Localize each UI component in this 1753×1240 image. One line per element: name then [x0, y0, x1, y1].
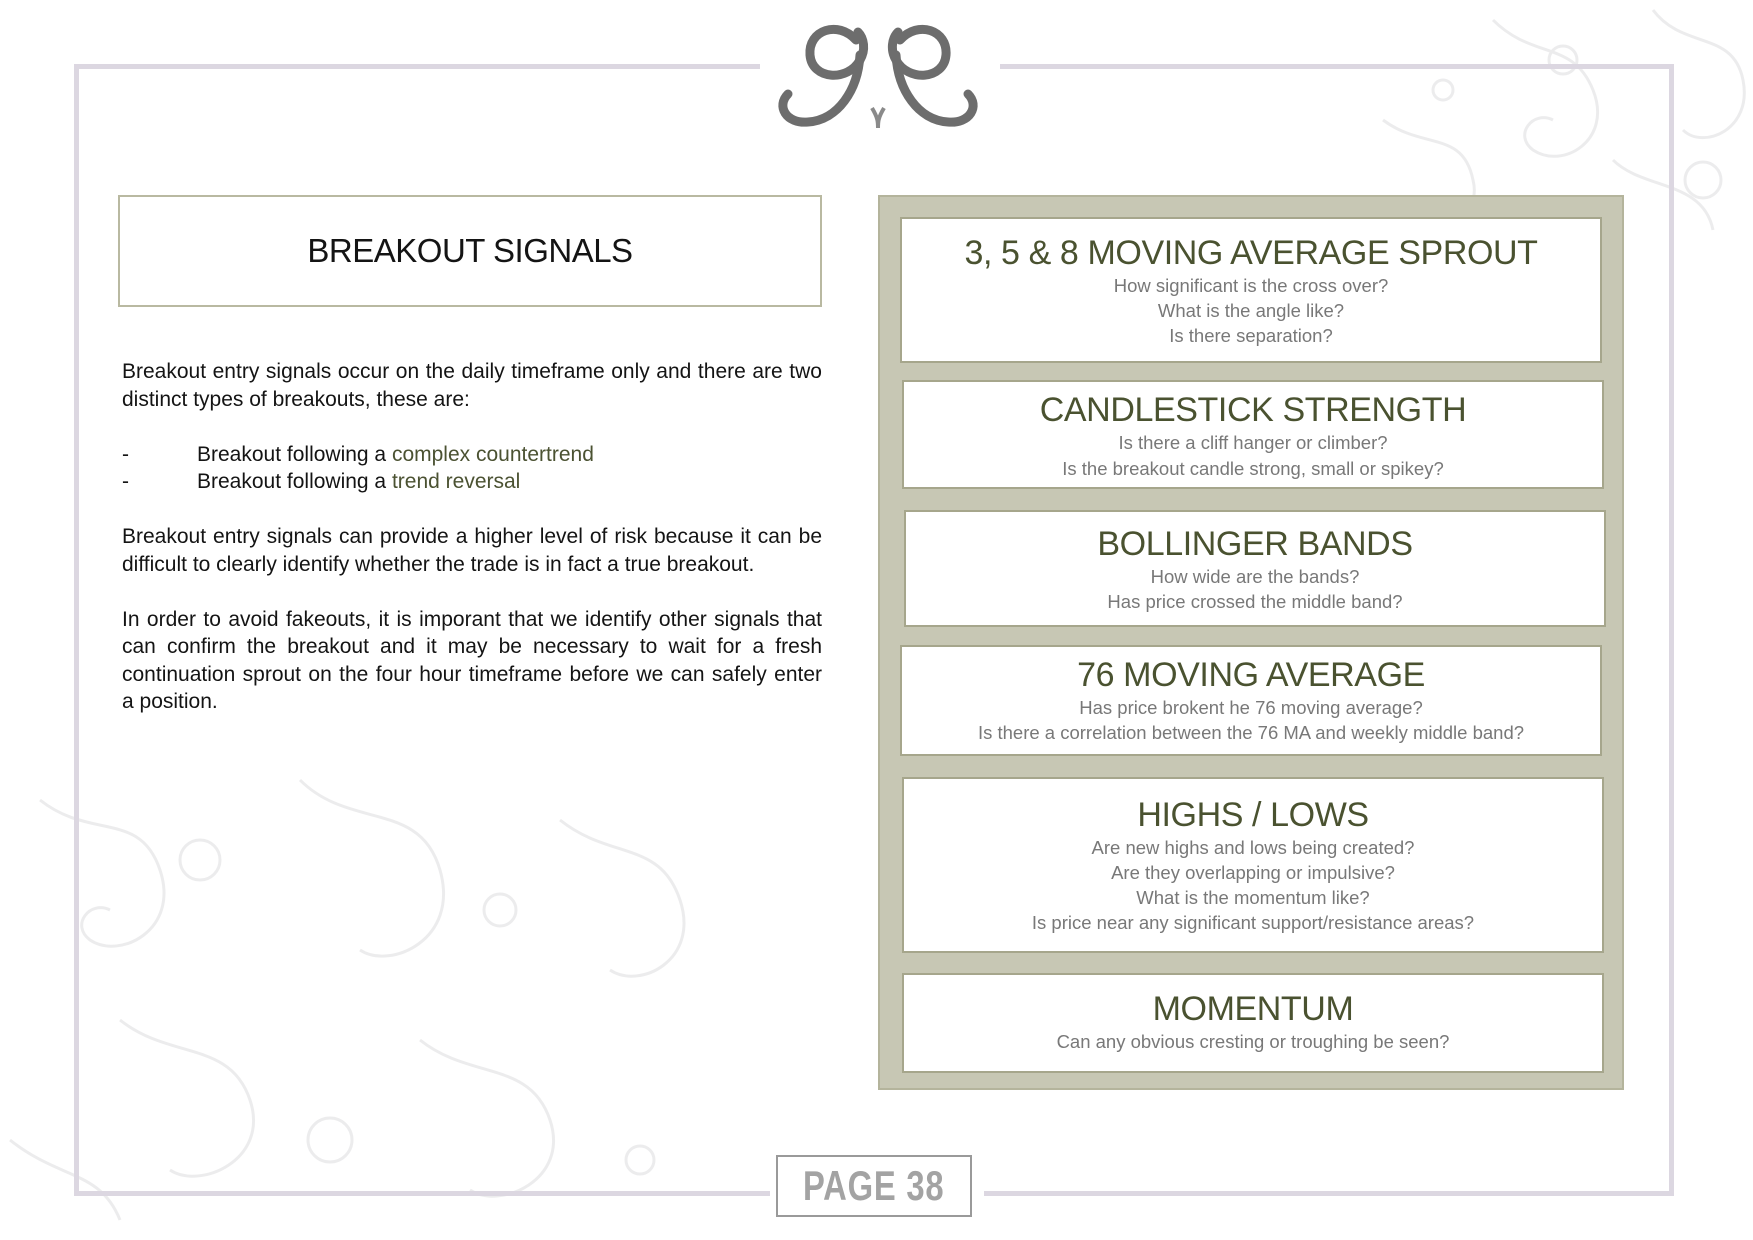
card-question: Are new highs and lows being created?	[1091, 837, 1415, 858]
signal-card	[902, 973, 1604, 1073]
card-question: Is there separation?	[1169, 325, 1333, 346]
card-question: How significant is the cross over?	[1113, 275, 1389, 296]
list-item	[122, 441, 822, 469]
signal-card	[900, 217, 1602, 363]
page-number-box	[776, 1155, 972, 1217]
signals-panel	[878, 195, 1624, 1090]
list-item-text: Breakout following a	[197, 442, 392, 466]
bullet-dash: -	[122, 442, 129, 466]
card-question: Has price crossed the middle band?	[1107, 591, 1403, 612]
card-questions	[906, 564, 1604, 614]
card-questions	[902, 273, 1600, 348]
card-questions	[902, 695, 1600, 745]
card-title: 3, 5 & 8 MOVING AVERAGE SPROUT	[964, 234, 1538, 272]
card-question: Is there a cliff hanger or climber?	[1118, 432, 1388, 453]
card-question: What is the momentum like?	[1136, 887, 1370, 908]
card-title: 76 MOVING AVERAGE	[1077, 656, 1425, 694]
card-question: Is there a correlation between the 76 MA and weekly middle band?	[977, 722, 1525, 743]
list-item-text: Breakout following a	[197, 470, 392, 493]
card-questions	[904, 1029, 1602, 1054]
intro-paragraph: Breakout entry signals occur on the daily timeframe only and there are two distinct types of breakouts, these are:	[122, 360, 822, 411]
monogram-logo-icon	[768, 10, 988, 140]
card-title: HIGHS / LOWS	[1137, 796, 1369, 834]
signal-card	[900, 645, 1602, 756]
card-question: What is the angle like?	[1157, 300, 1345, 321]
breakout-types-list	[122, 441, 822, 496]
card-question: Has price brokent he 76 moving average?	[1079, 697, 1423, 718]
card-questions	[904, 430, 1602, 482]
card-question: Are they overlapping or impulsive?	[1111, 862, 1395, 883]
list-item-highlight: trend reversal	[391, 470, 521, 493]
card-question: Can any obvious cresting or troughing be seen?	[1056, 1031, 1450, 1052]
card-question: Is the breakout candle strong, small or spikey?	[1062, 458, 1444, 479]
signal-card	[904, 510, 1606, 627]
list-item	[122, 468, 822, 496]
card-question: How wide are the bands?	[1150, 566, 1360, 587]
body-content	[122, 358, 822, 743]
card-title: CANDLESTICK STRENGTH	[1039, 391, 1467, 429]
card-title: MOMENTUM	[1152, 990, 1354, 1028]
fakeouts-paragraph: In order to avoid fakeouts, it is imporant that we identify other signals that can confirm the breakout and it may be necessary to wait for a fresh continuation sprout on the four hour timeframe before we can safely enter a position.	[122, 607, 822, 713]
risk-paragraph: Breakout entry signals can provide a higher level of risk because it can be difficult to clearly identify whether the trade is in fact a true breakout.	[122, 525, 822, 576]
section-title: BREAKOUT SIGNALS	[307, 232, 633, 269]
section-title-box	[118, 195, 822, 307]
bullet-dash: -	[122, 470, 129, 493]
page-number: PAGE 38	[803, 1162, 945, 1209]
signal-card	[902, 380, 1604, 489]
list-item-highlight: complex countertrend	[391, 442, 594, 466]
card-questions	[904, 835, 1602, 935]
card-title: BOLLINGER BANDS	[1097, 525, 1413, 563]
card-question: Is price near any significant support/resistance areas?	[1031, 912, 1475, 933]
signal-card	[902, 777, 1604, 953]
